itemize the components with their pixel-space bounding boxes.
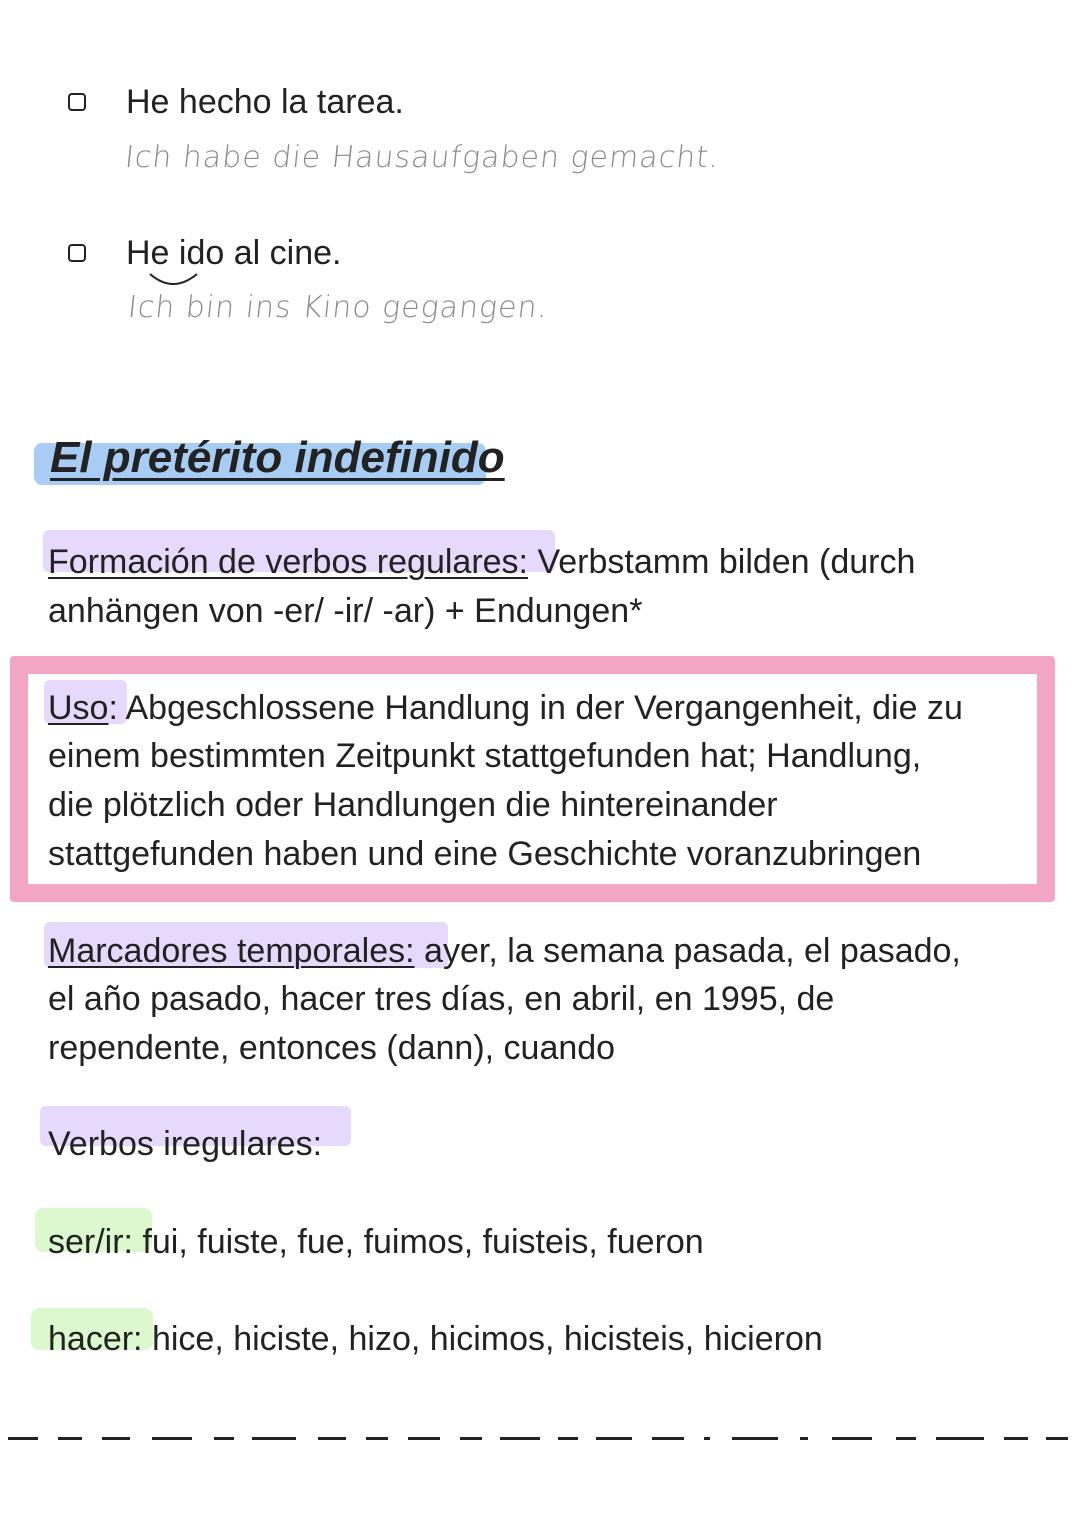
uso-label: Uso (48, 689, 109, 727)
handwritten-translation: Ich bin ins Kino gegangen. (126, 290, 550, 325)
marcadores-label: Marcadores temporales: (48, 932, 415, 970)
verb-label: ser/ir: (48, 1223, 133, 1261)
uso-line-2: einem bestimmten Zeitpunkt stattgefunden hat; Handlung, (48, 737, 922, 775)
checkbox[interactable] (68, 244, 86, 262)
formacion-text: Verbstamm bilden (durch (528, 543, 916, 581)
marcadores-text: ayer, la semana pasada, el pasado, (414, 932, 961, 970)
spanish-sentence: He ido al cine. (126, 234, 342, 272)
verb-forms: hice, hiciste, hizo, hicimos, hicisteis, hicieron (142, 1320, 823, 1358)
formacion-line-2: anhängen von -er/ -ir/ -ar) + Endungen* (48, 592, 643, 630)
verb-forms: fui, fuiste, fue, fuimos, fuisteis, fueron (133, 1223, 704, 1261)
uso-line-3: die plötzlich oder Handlungen die hintereinander (48, 786, 778, 824)
section-title: El pretérito indefinido (50, 433, 505, 482)
formacion-line-1 (48, 538, 915, 587)
irregulares-heading: Verbos iregulares: (48, 1125, 323, 1163)
spanish-sentence: He hecho la tarea. (126, 83, 404, 121)
uso-text: : Abgeschlossene Handlung in der Vergangenheit, die zu (108, 689, 963, 727)
formacion-label: Formación de verbos regulares: (48, 543, 529, 581)
uso-line-4: stattgefunden haben und eine Geschichte voranzubringen (48, 835, 922, 873)
verb-label: hacer: (48, 1320, 143, 1358)
marcadores-line-2: el año pasado, hacer tres días, en abril, en 1995, de (48, 980, 835, 1018)
handwritten-translation: Ich habe die Hausaufgaben gemacht. (123, 140, 722, 175)
verb-ser-ir (48, 1218, 704, 1267)
checkbox[interactable] (68, 93, 86, 111)
marcadores-line-1 (48, 927, 961, 976)
verb-hacer (48, 1315, 823, 1364)
marcadores-line-3: rependente, entonces (dann), cuando (48, 1029, 616, 1067)
uso-line-1 (48, 684, 963, 733)
